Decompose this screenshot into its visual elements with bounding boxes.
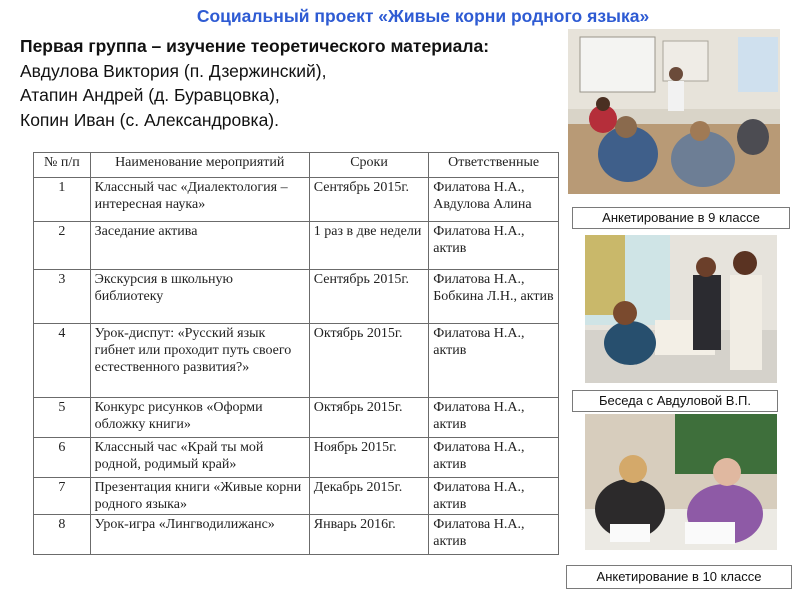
classroom-photo	[568, 29, 780, 194]
row-num: 1	[34, 178, 91, 222]
row-responsible: Филатова Н.А., актив	[429, 324, 559, 398]
conversation-photo-image	[585, 235, 777, 383]
photo-caption: Анкетирование в 10 классе	[566, 565, 792, 589]
table-row	[34, 270, 559, 324]
row-responsible: Филатова Н.А., Авдулова Алина	[429, 178, 559, 222]
row-date: Сентябрь 2015г.	[309, 178, 428, 222]
row-num: 4	[34, 324, 91, 398]
row-responsible: Филатова Н.А., Бобкина Л.Н., актив	[429, 270, 559, 324]
events-table	[33, 152, 559, 555]
row-event: Презентация книги «Живые корни родного языка»	[90, 478, 309, 515]
photo-caption: Беседа с Авдуловой В.П.	[572, 390, 778, 412]
row-event: Урок-игра «Лингводилижанс»	[90, 515, 309, 555]
conversation-photo	[585, 235, 777, 383]
table-row	[34, 324, 559, 398]
classroom-photo-image	[568, 29, 780, 194]
member-line: Копин Иван (с. Александровка).	[20, 109, 279, 130]
table-row	[34, 438, 559, 478]
group-heading: Первая группа – изучение теоретического материала:	[20, 36, 490, 56]
row-responsible: Филатова Н.А., актив	[429, 438, 559, 478]
row-responsible: Филатова Н.А., актив	[429, 478, 559, 515]
header-date: Сроки	[309, 153, 428, 178]
table-row	[34, 222, 559, 270]
row-num: 5	[34, 398, 91, 438]
row-date: Январь 2016г.	[309, 515, 428, 555]
row-num: 7	[34, 478, 91, 515]
row-date: Ноябрь 2015г.	[309, 438, 428, 478]
row-date: Декабрь 2015г.	[309, 478, 428, 515]
survey-photo	[585, 414, 777, 550]
row-date: 1 раз в две недели	[309, 222, 428, 270]
row-responsible: Филатова Н.А., актив	[429, 398, 559, 438]
survey-photo-image	[585, 414, 777, 550]
table-row	[34, 398, 559, 438]
row-responsible: Филатова Н.А., актив	[429, 222, 559, 270]
row-event: Экскурсия в школьную библиотеку	[90, 270, 309, 324]
row-date: Октябрь 2015г.	[309, 398, 428, 438]
header-event: Наименование мероприятий	[90, 153, 309, 178]
header-responsible: Ответственные	[429, 153, 559, 178]
row-num: 2	[34, 222, 91, 270]
row-num: 6	[34, 438, 91, 478]
table-row	[34, 178, 559, 222]
table-row	[34, 515, 559, 555]
row-event: Классный час «Диалектология – интересная наука»	[90, 178, 309, 222]
slide-title: Социальный проект «Живые корни родного языка»	[196, 6, 650, 26]
row-event: Конкурс рисунков «Оформи обложку книги»	[90, 398, 309, 438]
row-event: Урок-диспут: «Русский язык гибнет или проходит путь своего естественного развития?»	[90, 324, 309, 398]
row-responsible: Филатова Н.А., актив	[429, 515, 559, 555]
header-num: № п/п	[34, 153, 91, 178]
row-event: Заседание актива	[90, 222, 309, 270]
row-date: Сентябрь 2015г.	[309, 270, 428, 324]
table-row	[34, 478, 559, 515]
intro-block	[20, 34, 489, 132]
table-header-row	[34, 153, 559, 178]
row-date: Октябрь 2015г.	[309, 324, 428, 398]
row-event: Классный час «Край ты мой родной, родимый край»	[90, 438, 309, 478]
photo-caption: Анкетирование в 9 классе	[572, 207, 790, 229]
member-line: Авдулова Виктория (п. Дзержинский),	[20, 60, 327, 81]
row-num: 3	[34, 270, 91, 324]
row-num: 8	[34, 515, 91, 555]
member-line: Атапин Андрей (д. Буравцовка),	[20, 85, 280, 105]
